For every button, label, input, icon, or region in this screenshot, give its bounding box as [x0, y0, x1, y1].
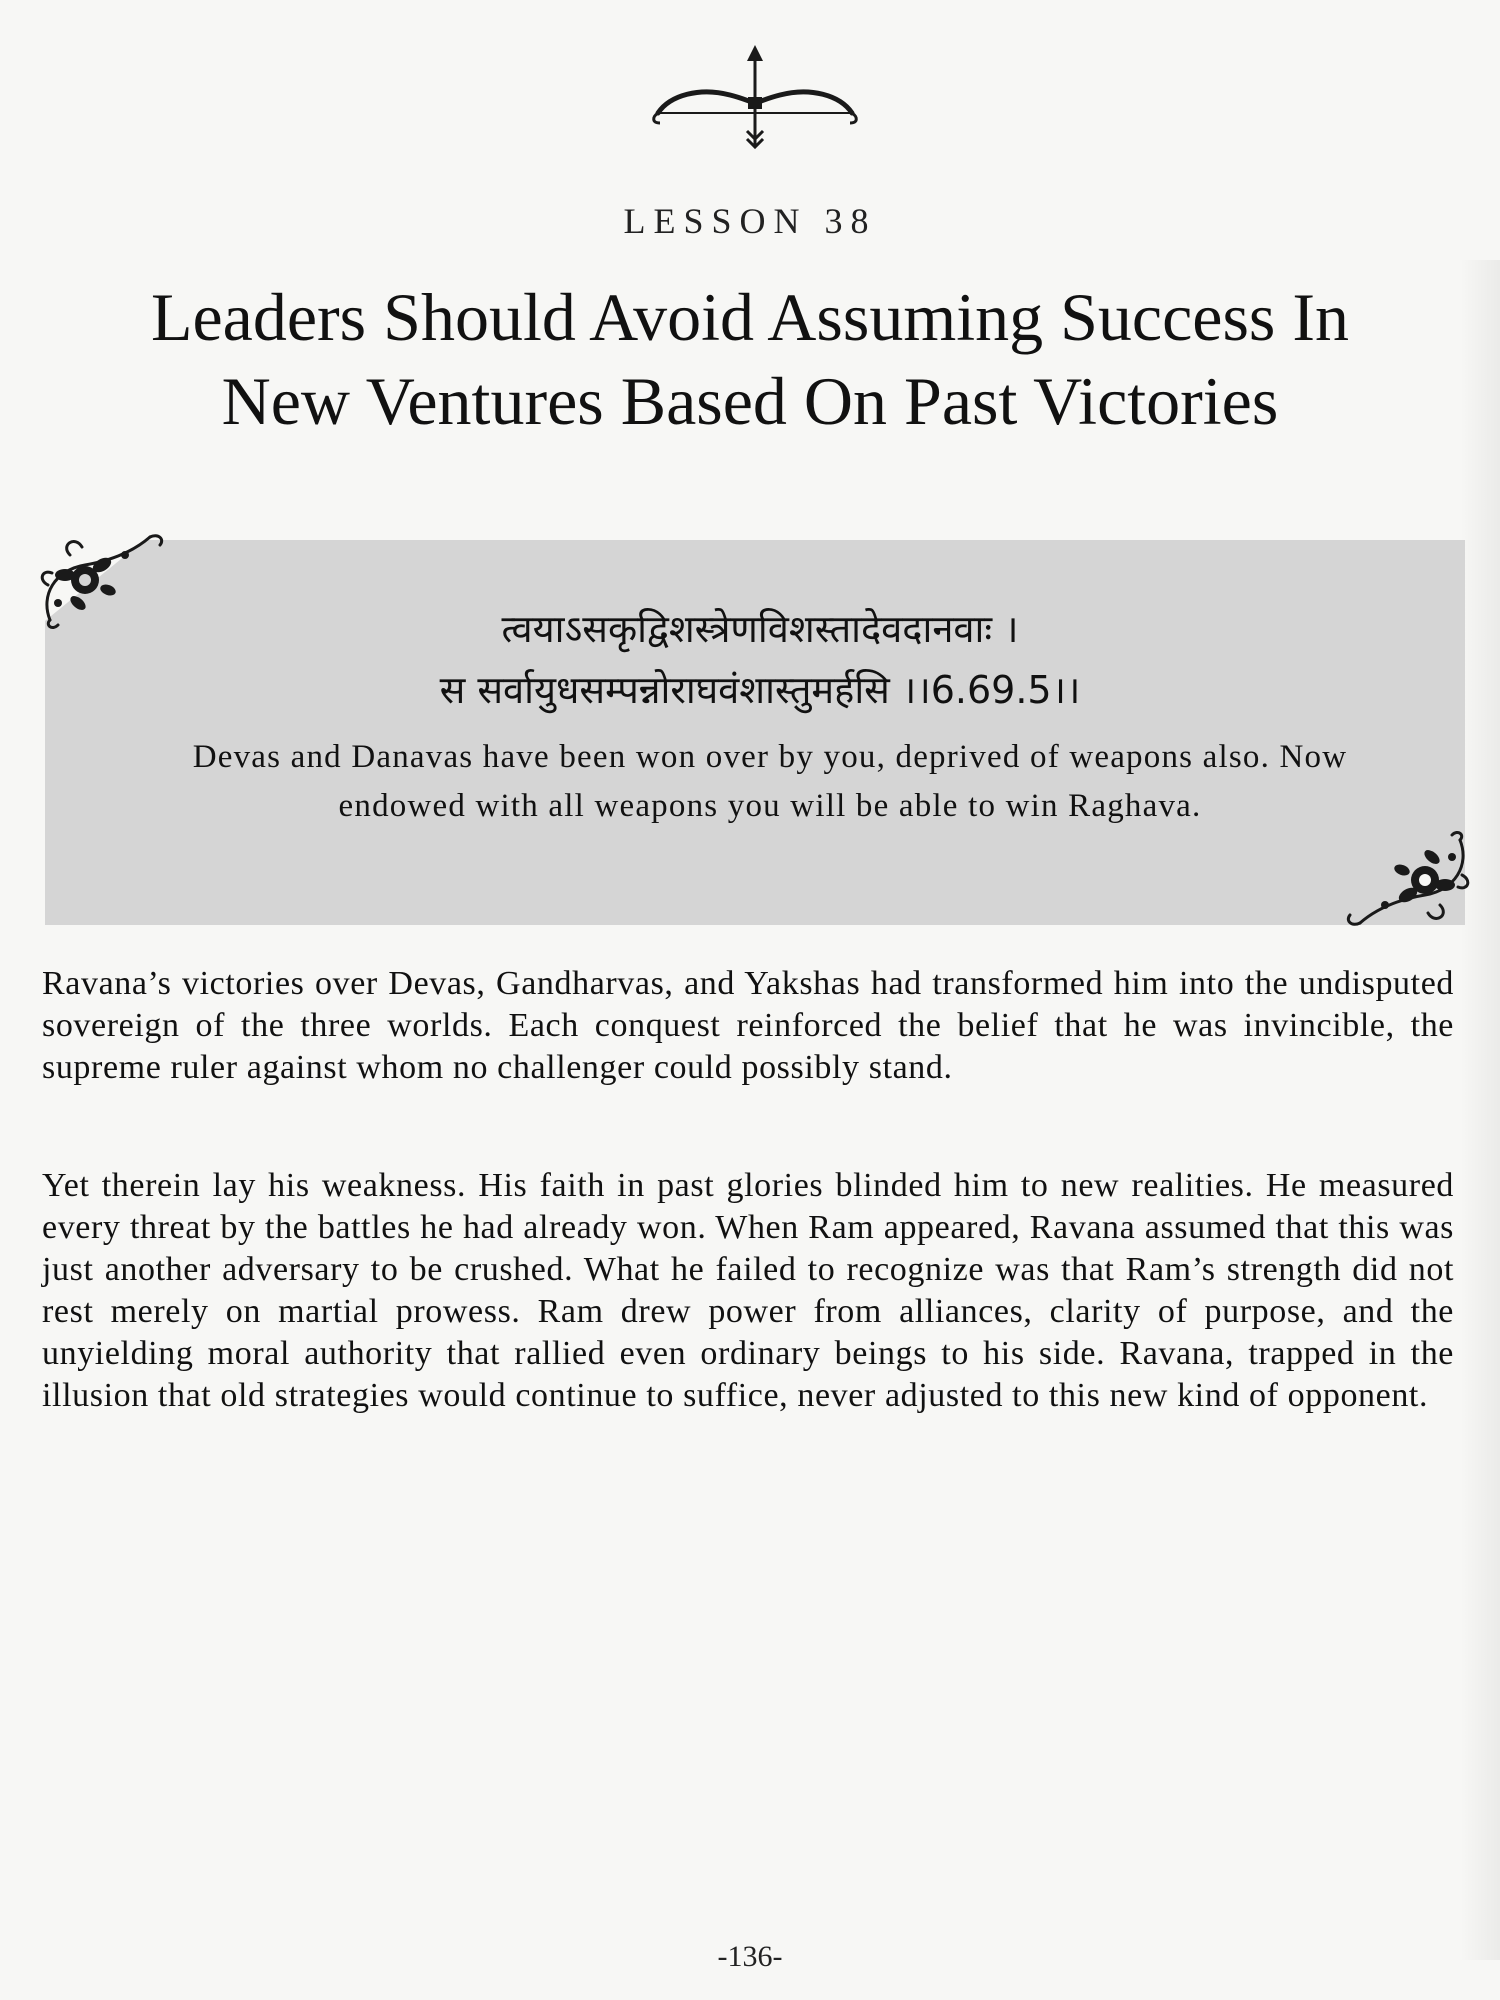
sanskrit-verse-line-2: स सर्वायुधसम्पन्नोराघवंशास्तुमर्हसि ।।6.69.5।।	[439, 668, 1081, 712]
page-title: Leaders Should Avoid Assuming Success In New Ventures Based On Past Victories	[150, 279, 1350, 439]
bow-and-arrow-icon	[650, 45, 860, 155]
body-paragraph: Yet therein lay his weakness. His faith in past glories blinded him to new realities. He measured every threat by the battles he had already won. When Ram appeared, Ravana assumed that this was just another adversary to be crushed. What he failed to recognize was that Ram’s strength did not rest merely on martial prowess. Ram drew power from alliances, clarity of purpose, and the unyielding moral authority that rallied even ordinary beings to his side. Ravana, trapped in the illusion that old strategies would continue to suffice, never adjusted to this new kind of opponent.	[42, 1167, 1454, 1414]
body-paragraph: Ravana’s victories over Devas, Gandharvas, and Yakshas had transformed him into the undisputed sovereign of the three worlds. Each conquest reinforced the belief that he was invincible, the supreme ruler against whom no challenger could possibly stand.	[42, 965, 1454, 1086]
page-edge-shadow	[1460, 260, 1500, 1960]
floral-flourish-icon	[1340, 825, 1480, 935]
lesson-label: LESSON 38	[623, 201, 877, 241]
sanskrit-verse-line-1: त्वयाऽसकृद्विशस्त्रेणविशस्तादेवदानवाः ।	[501, 607, 1019, 651]
page-number: -136-	[717, 1940, 783, 1973]
verse-translation: Devas and Danavas have been won over by you, deprived of weapons also. Now endowed with all weapons you will be able to win Raghava.	[192, 739, 1348, 824]
